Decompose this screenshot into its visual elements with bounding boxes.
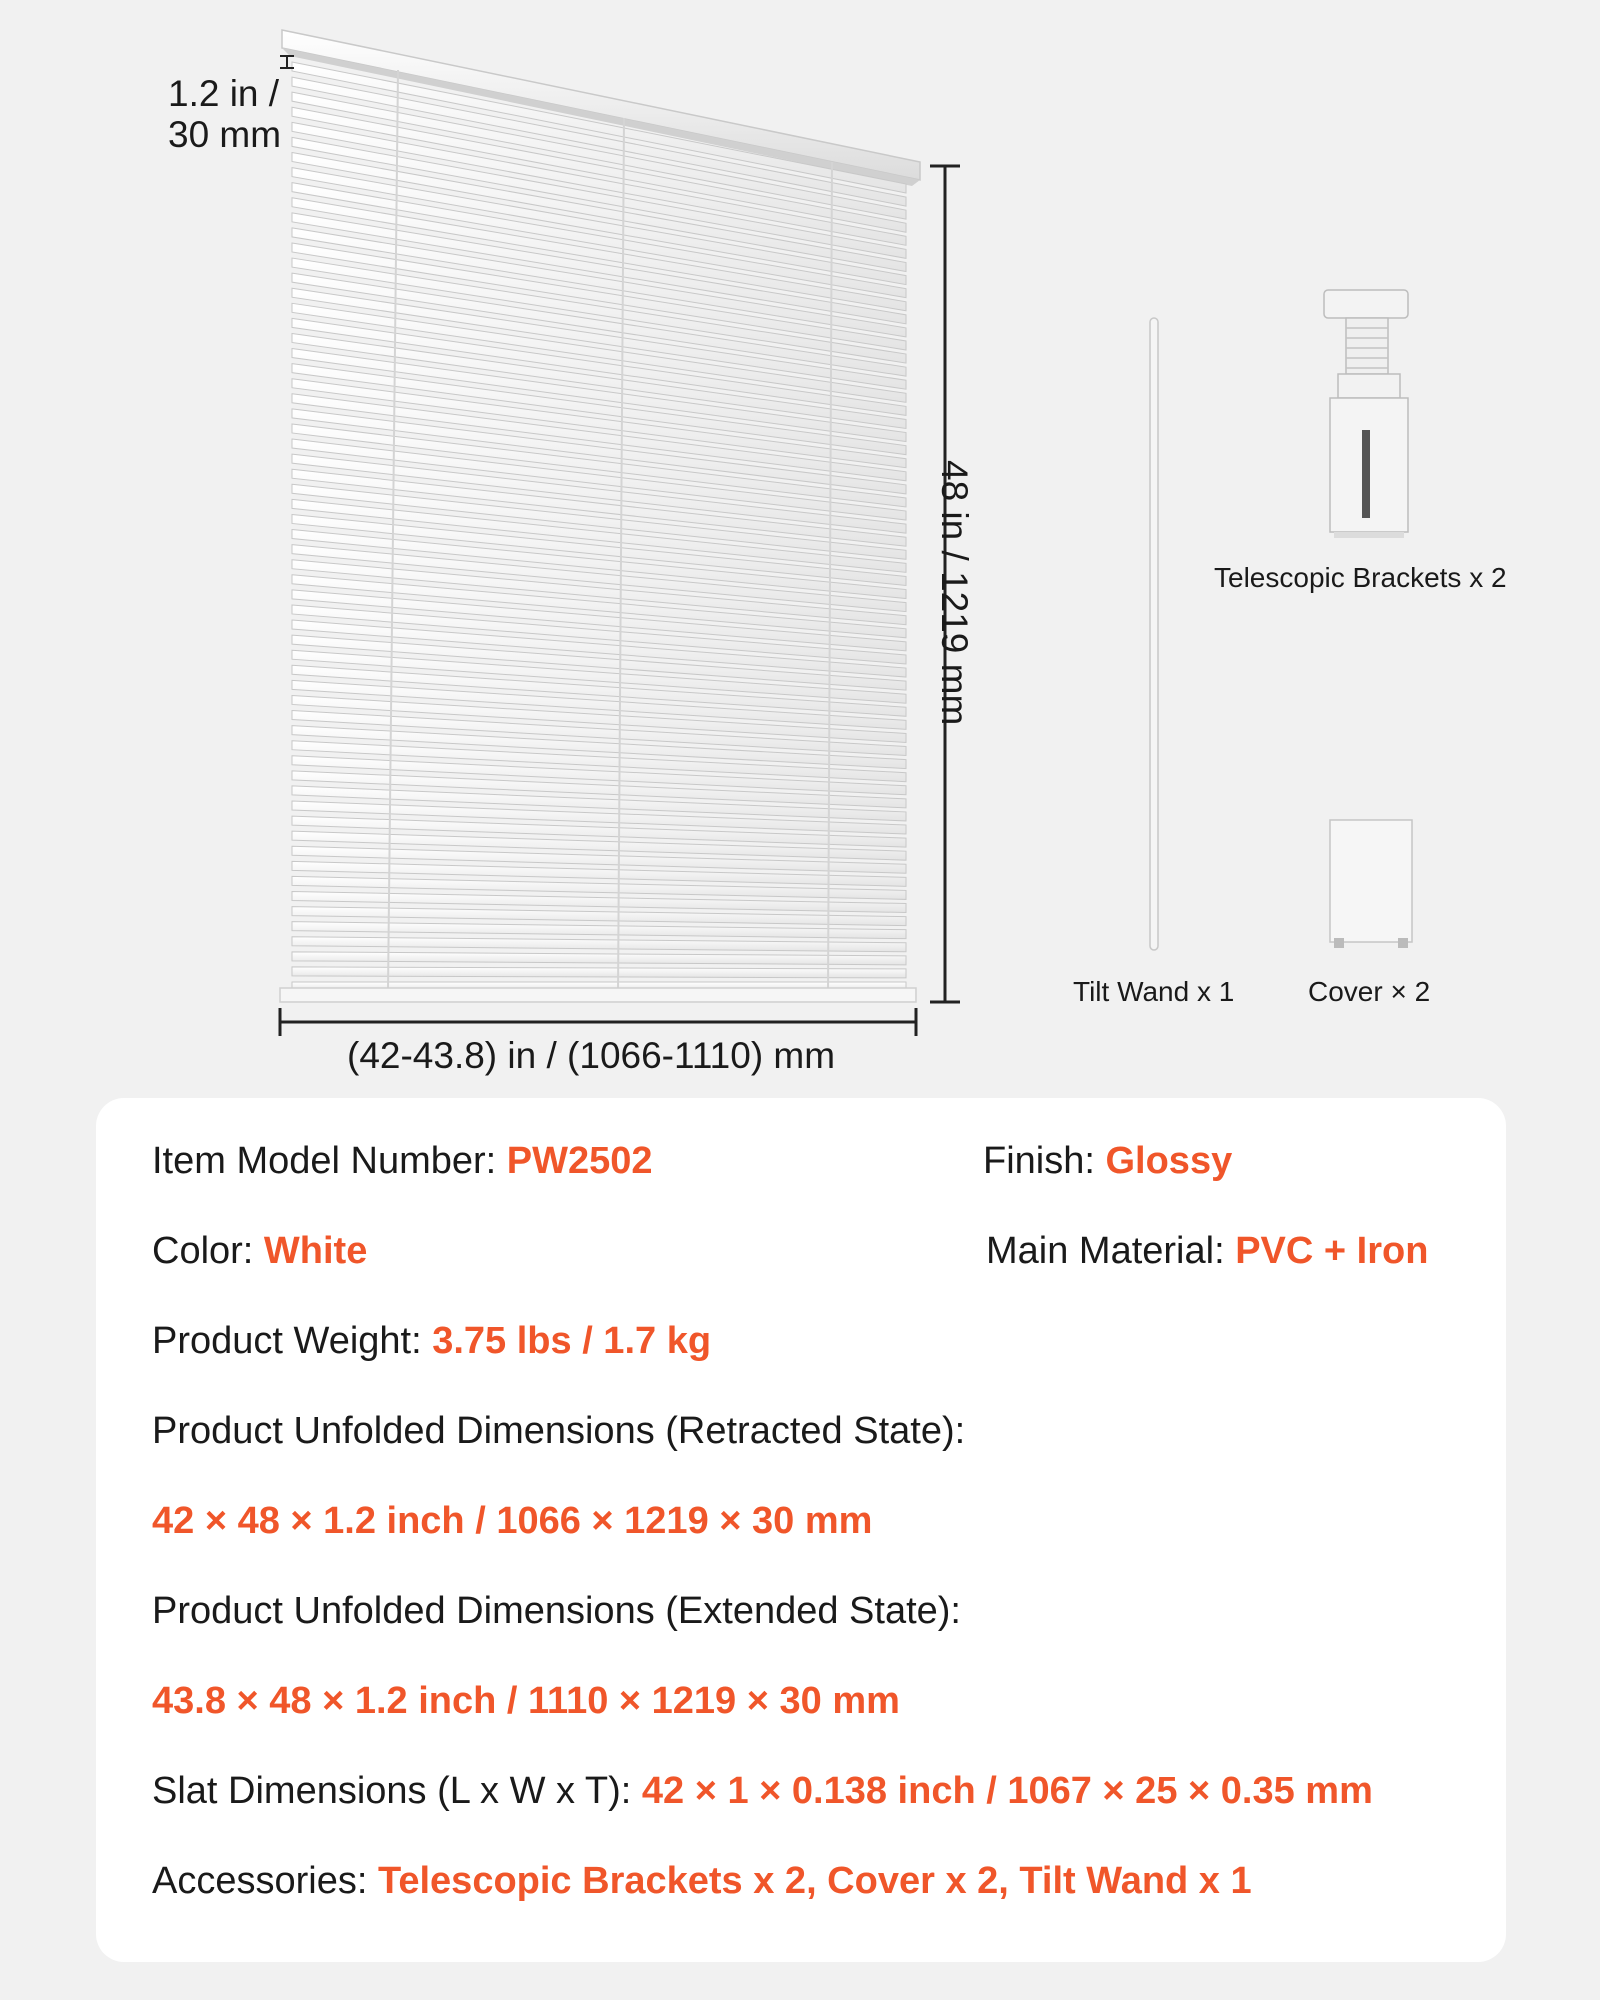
dim-width-label: (42-43.8) in / (1066-1110) mm bbox=[347, 1035, 836, 1076]
weight-label: Product Weight: bbox=[152, 1320, 433, 1362]
bottom-rail bbox=[280, 988, 916, 1002]
slat-value: 42 × 1 × 0.138 inch / 1067 × 25 × 0.35 mm bbox=[641, 1770, 1373, 1812]
specs-card bbox=[96, 1098, 1506, 1962]
dim-thickness-line2: 30 mm bbox=[168, 113, 282, 155]
slat-label: Slat Dimensions (L x W x T): bbox=[152, 1770, 642, 1812]
dim-thickness-line1: 1.2 in / bbox=[168, 73, 280, 114]
model-value: PW2502 bbox=[506, 1140, 653, 1182]
accessories-label: Accessories: bbox=[152, 1860, 378, 1902]
accessories-row bbox=[152, 1860, 1252, 1903]
finish-label: Finish: bbox=[983, 1140, 1106, 1182]
weight-row bbox=[152, 1320, 711, 1363]
finish-row bbox=[983, 1140, 1232, 1183]
blind-slat bbox=[292, 967, 906, 978]
color-value: White bbox=[263, 1230, 368, 1272]
cover-caption: Cover × 2 bbox=[1308, 976, 1431, 1007]
model-label: Item Model Number: bbox=[152, 1140, 507, 1182]
blind-slats bbox=[292, 62, 906, 991]
headrail bbox=[282, 30, 920, 186]
retracted-label: Product Unfolded Dimensions (Retracted State): bbox=[152, 1410, 966, 1452]
cover-image bbox=[1330, 820, 1412, 948]
model-row bbox=[152, 1140, 653, 1183]
material-row bbox=[986, 1230, 1428, 1273]
extended-label: Product Unfolded Dimensions (Extended State): bbox=[152, 1590, 961, 1632]
accessories-value: Telescopic Brackets x 2, Cover x 2, Tilt Wand x 1 bbox=[377, 1860, 1252, 1902]
color-label: Color: bbox=[152, 1230, 264, 1272]
color-row bbox=[152, 1230, 367, 1273]
slat-row bbox=[152, 1770, 1373, 1813]
material-value: PVC + Iron bbox=[1235, 1230, 1429, 1272]
blind-slat bbox=[292, 952, 906, 965]
retracted-value: 42 × 48 × 1.2 inch / 1066 × 1219 × 30 mm bbox=[152, 1500, 873, 1542]
brackets-caption: Telescopic Brackets x 2 bbox=[1214, 562, 1507, 593]
blind-slat bbox=[292, 937, 906, 952]
dim-width-line bbox=[280, 1008, 916, 1036]
material-label: Main Material: bbox=[986, 1230, 1236, 1272]
wand-caption: Tilt Wand x 1 bbox=[1073, 976, 1235, 1007]
telescopic-bracket-image bbox=[1324, 290, 1408, 538]
extended-value: 43.8 × 48 × 1.2 inch / 1110 × 1219 × 30 mm bbox=[152, 1680, 900, 1722]
finish-value: Glossy bbox=[1105, 1140, 1233, 1182]
dim-thickness-label bbox=[168, 74, 281, 155]
dim-height-label: 48 in / 1219 mm bbox=[934, 460, 975, 726]
tilt-wand-image bbox=[1150, 318, 1158, 950]
weight-value: 3.75 lbs / 1.7 kg bbox=[432, 1320, 712, 1362]
